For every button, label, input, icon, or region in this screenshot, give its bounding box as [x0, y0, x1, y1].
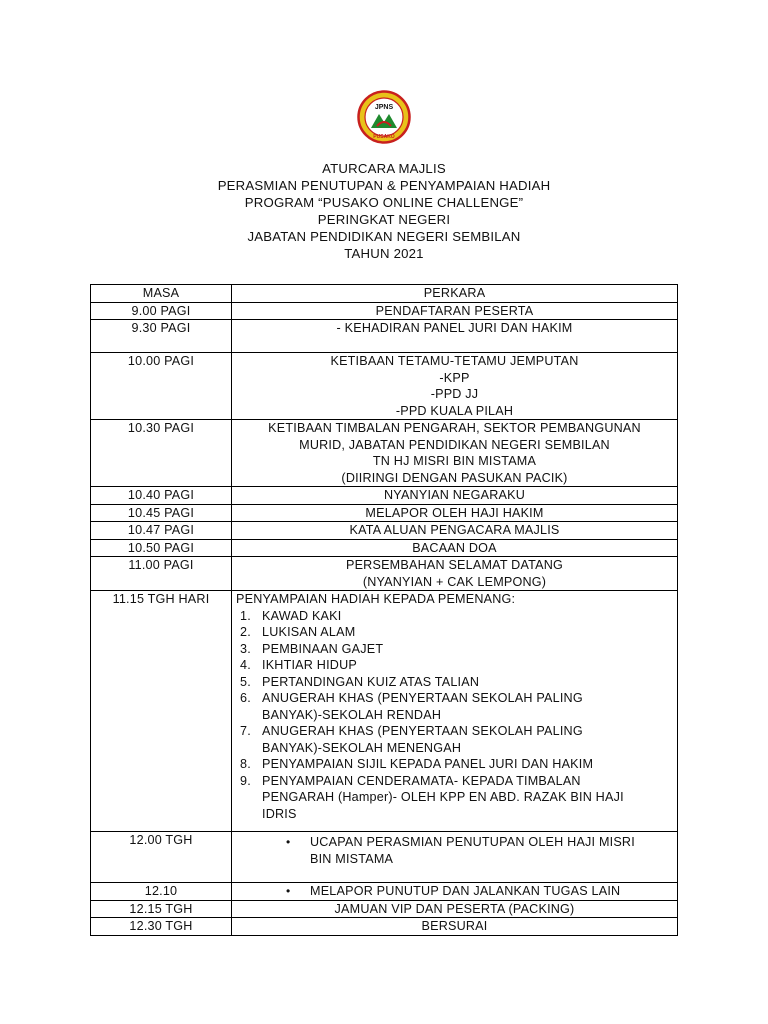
time-cell: 12.30 TGH	[91, 918, 232, 936]
logo-top-text: JPNS	[374, 104, 394, 111]
logo-bottom-text: PUSAKO	[373, 134, 395, 140]
time-cell: 10.50 PAGI	[91, 539, 232, 557]
time-cell: 10.00 PAGI	[91, 353, 232, 420]
table-row	[91, 557, 678, 591]
header-perkara: PERKARA	[232, 285, 678, 303]
activity-line: PENDAFTARAN PESERTA	[375, 303, 534, 318]
table-row	[91, 832, 678, 883]
time-cell: 11.00 PAGI	[91, 557, 232, 591]
time-cell: 12.10	[91, 883, 232, 901]
time-cell: 10.30 PAGI	[91, 420, 232, 487]
item-line: UCAPAN PERASMIAN PENUTUPAN OLEH HAJI MISRI	[310, 835, 635, 849]
activity-line: -PPD KUALA PILAH	[395, 403, 514, 418]
list-item	[236, 773, 673, 823]
activity-line: (NYANYIAN + CAK LEMPONG)	[362, 574, 547, 589]
heading-line: ATURCARA MAJLIS	[322, 161, 446, 176]
item-line: PENYAMPAIAN SIJIL KEPADA PANEL JURI DAN HAKIM	[262, 757, 594, 771]
activity-cell	[232, 353, 678, 420]
item-line: IDRIS	[262, 806, 297, 821]
table-row	[91, 522, 678, 540]
item-line: KAWAD KAKI	[262, 608, 342, 623]
activity-cell	[232, 420, 678, 487]
list-item	[236, 756, 673, 773]
bullet-item	[236, 834, 673, 867]
table-row	[91, 302, 678, 320]
agenda-table	[90, 284, 678, 936]
list-item	[236, 674, 673, 691]
activity-cell: JAMUAN VIP DAN PESERTA (PACKING)	[232, 900, 678, 918]
activity-cell	[232, 539, 678, 557]
time-cell: 10.47 PAGI	[91, 522, 232, 540]
table-header-row	[91, 285, 678, 303]
item-number: 6.	[240, 691, 251, 705]
heading-line: PERINGKAT NEGERI	[317, 212, 451, 227]
list-item	[236, 690, 673, 723]
activity-cell	[232, 883, 678, 901]
item-line: LUKISAN ALAM	[262, 625, 356, 639]
bullet-marker: •	[286, 835, 291, 849]
table-row	[91, 883, 678, 901]
activity-line: - KEHADIRAN PANEL JURI DAN HAKIM	[336, 321, 573, 335]
heading-line: PROGRAM “PUSAKO ONLINE CHALLENGE”	[244, 195, 524, 210]
item-line: BANYAK)-SEKOLAH RENDAH	[262, 707, 442, 722]
activity-line: MURID, JABATAN PENDIDIKAN NEGERI SEMBILAN	[299, 437, 610, 452]
table-row	[91, 900, 678, 918]
activity-line: -KPP	[439, 370, 470, 385]
table-row-awards	[91, 591, 678, 832]
activity-line: KATA ALUAN PENGACARA MAJLIS	[349, 523, 560, 537]
item-line: PENYAMPAIAN CENDERAMATA- KEPADA TIMBALAN	[262, 773, 581, 788]
activity-cell: BERSURAI	[232, 918, 678, 936]
heading-line: PERASMIAN PENUTUPAN & PENYAMPAIAN HADIAH	[217, 178, 551, 193]
activity-line: KETIBAAN TETAMU-TETAMU JEMPUTAN	[330, 354, 579, 368]
list-item	[236, 657, 673, 674]
time-cell: 12.00 TGH	[91, 832, 232, 883]
activity-cell	[232, 591, 678, 832]
item-number: 9.	[240, 773, 251, 788]
item-number: 8.	[240, 757, 251, 771]
item-line: PENGARAH (Hamper)- OLEH KPP EN ABD. RAZAK BIN HAJI	[262, 790, 624, 804]
activity-cell	[232, 302, 678, 320]
activity-cell	[232, 487, 678, 505]
activity-line: TN HJ MISRI BIN MISTAMA	[372, 454, 537, 468]
item-number: 3.	[240, 641, 251, 656]
header-masa: MASA	[91, 285, 232, 303]
item-line: ANUGERAH KHAS (PENYERTAAN SEKOLAH PALING	[262, 691, 583, 705]
activity-line: PERSEMBAHAN SELAMAT DATANG	[345, 558, 563, 572]
document-heading	[0, 160, 768, 262]
activity-cell	[232, 522, 678, 540]
time-cell: 12.15 TGH	[91, 900, 232, 918]
heading-line: JABATAN PENDIDIKAN NEGERI SEMBILAN	[247, 229, 521, 244]
activity-line: NYANYIAN NEGARAKU	[383, 488, 526, 502]
item-number: 2.	[240, 625, 251, 639]
activity-cell	[232, 504, 678, 522]
time-cell: 9.00 PAGI	[91, 302, 232, 320]
item-line: PEMBINAAN GAJET	[262, 641, 384, 656]
award-list	[236, 608, 673, 823]
list-item	[236, 624, 673, 641]
table-row	[91, 353, 678, 420]
table-row	[91, 539, 678, 557]
table-row	[91, 504, 678, 522]
activity-line: BACAAN DOA	[412, 540, 497, 555]
activity-line: MELAPOR OLEH HAJI HAKIM	[365, 505, 544, 520]
table-row	[91, 487, 678, 505]
item-line: ANUGERAH KHAS (PENYERTAAN SEKOLAH PALING	[262, 724, 583, 738]
item-number: 5.	[240, 674, 251, 689]
bullet-marker: •	[286, 884, 291, 898]
table-row	[91, 320, 678, 353]
item-number: 4.	[240, 658, 251, 672]
item-line: PERTANDINGAN KUIZ ATAS TALIAN	[262, 674, 480, 689]
activity-cell	[232, 320, 678, 353]
jpns-pusako-logo	[357, 90, 411, 144]
bullet-item	[236, 883, 673, 900]
item-line: MELAPOR PUNUTUP DAN JALANKAN TUGAS LAIN	[310, 884, 621, 898]
item-number: 1.	[240, 608, 251, 623]
activity-line: KETIBAAN TIMBALAN PENGARAH, SEKTOR PEMBANGUNAN	[268, 421, 641, 435]
item-number: 7.	[240, 724, 251, 738]
item-line: BIN MISTAMA	[310, 851, 394, 866]
time-cell: 9.30 PAGI	[91, 320, 232, 353]
table-row	[91, 420, 678, 487]
list-item	[236, 723, 673, 756]
item-line: IKHTIAR HIDUP	[262, 658, 357, 672]
activity-line: -PPD JJ	[430, 387, 479, 401]
time-cell: 10.40 PAGI	[91, 487, 232, 505]
activity-cell	[232, 832, 678, 883]
heading-line: TAHUN 2021	[344, 246, 424, 261]
award-intro: PENYAMPAIAN HADIAH KEPADA PEMENANG:	[236, 592, 516, 606]
time-cell: 11.15 TGH HARI	[91, 591, 232, 832]
table-row	[91, 918, 678, 936]
list-item	[236, 608, 673, 625]
list-item	[236, 641, 673, 658]
time-cell: 10.45 PAGI	[91, 504, 232, 522]
activity-cell	[232, 557, 678, 591]
item-line: BANYAK)-SEKOLAH MENENGAH	[262, 740, 462, 755]
activity-line: (DIIRINGI DENGAN PASUKAN PACIK)	[341, 470, 568, 485]
